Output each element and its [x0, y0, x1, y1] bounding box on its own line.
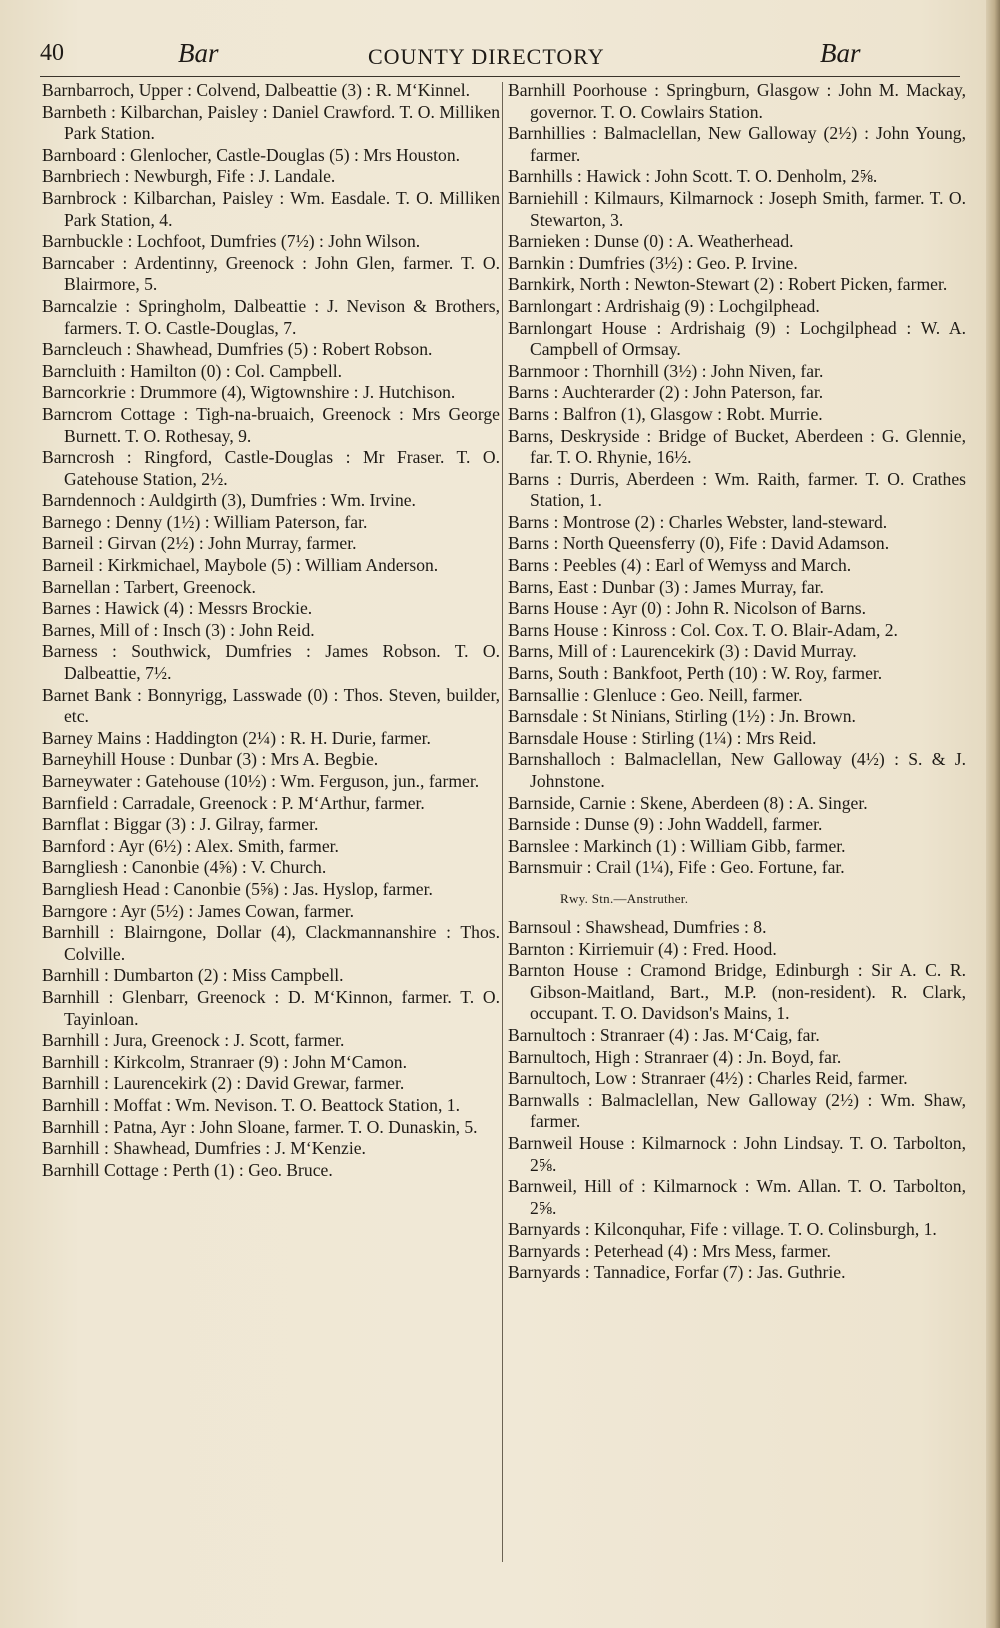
directory-entry: Barnlongart House : Ardrishaig (9) : Lochgilphead : W. A. Campbell of Ormsay.: [508, 317, 966, 360]
left-column: [42, 80, 500, 1181]
directory-entry: Barnellan : Tarbert, Greenock.: [42, 576, 256, 597]
directory-entry: Barns : Durris, Aberdeen : Wm. Raith, farmer. T. O. Crathes Station, 1.: [508, 468, 966, 511]
directory-entry: Barns House : Ayr (0) : John R. Nicolson of Barns.: [508, 598, 867, 619]
directory-entry: Barnsdale : St Ninians, Stirling (1½) : Jn. Brown.: [508, 706, 856, 727]
directory-entry: Barnyards : Tannadice, Forfar (7) : Jas. Guthrie.: [508, 1262, 846, 1283]
book-spine-edge: [986, 0, 1000, 1628]
directory-entry: Barnwalls : Balmaclellan, New Galloway (2½) : Wm. Shaw, farmer.: [508, 1089, 966, 1132]
directory-entry: Barnhill : Dumbarton (2) : Miss Campbell.: [42, 965, 344, 986]
right-column: [508, 80, 966, 1284]
directory-entry: Barneil : Kirkmichael, Maybole (5) : William Anderson.: [42, 555, 439, 576]
directory-entry: Barngliesh Head : Canonbie (5⅝) : Jas. Hyslop, farmer.: [42, 878, 433, 899]
directory-entry: Barnultoch : Stranraer (4) : Jas. M‘Caig, far.: [508, 1024, 820, 1045]
directory-entry: Barnmoor : Thornhill (3½) : John Niven, far.: [508, 360, 824, 381]
directory-entry: Barnweil, Hill of : Kilmarnock : Wm. Allan. T. O. Tarbolton, 2⅝.: [508, 1176, 966, 1218]
directory-entry: Barnbriech : Newburgh, Fife : J. Landale.: [42, 166, 336, 187]
directory-entry: Barneywater : Gatehouse (10½) : Wm. Ferguson, jun., farmer.: [42, 771, 480, 791]
directory-entry: Barnyards : Kilconquhar, Fife : village. T. O. Colinsburgh, 1.: [508, 1219, 937, 1240]
directory-entry: Barnhill : Laurencekirk (2) : David Grewar, farmer.: [42, 1073, 405, 1094]
directory-entry: Barnbrock : Kilbarchan, Paisley : Wm. Easdale. T. O. Milliken Park Station, 4.: [42, 187, 500, 230]
directory-entry: Barns, East : Dunbar (3) : James Murray, far.: [508, 576, 824, 597]
railway-station-note: Rwy. Stn.—Anstruther.: [560, 890, 689, 906]
directory-entry: Barness : Southwick, Dumfries : James Robson. T. O. Dalbeattie, 7½.: [42, 641, 500, 684]
directory-entry: Barncorkrie : Drummore (4), Wigtownshire : J. Hutchison.: [42, 382, 456, 403]
directory-entry: Barnsoul : Shawshead, Dumfries : 8.: [508, 916, 767, 937]
directory-entry: Barnhill Cottage : Perth (1) : Geo. Bruce.: [42, 1159, 333, 1180]
directory-entry: Barnhill Poorhouse : Springburn, Glasgow : John M. Mackay, governor. T. O. Cowlairs Station.: [508, 80, 966, 122]
directory-entry: Barnkin : Dumfries (3½) : Geo. P. Irvine.: [508, 252, 798, 273]
directory-entry: Barnlongart : Ardrishaig (9) : Lochgilphead.: [508, 295, 820, 316]
directory-entry: Barnhill : Blairngone, Dollar (4), Clackmannanshire : Thos. Colville.: [42, 922, 500, 964]
directory-entry: Barnford : Ayr (6½) : Alex. Smith, farmer.: [42, 835, 339, 856]
directory-entry: Barnhill : Patna, Ayr : John Sloane, farmer. T. O. Dunaskin, 5.: [42, 1116, 478, 1137]
running-head-right: Bar: [820, 38, 861, 68]
directory-entry: Barnside, Carnie : Skene, Aberdeen (8) : A. Singer.: [508, 792, 868, 813]
directory-entry: Barns : Montrose (2) : Charles Webster, land-steward.: [508, 511, 888, 532]
right-column-entries-top: [508, 80, 966, 879]
directory-entry: Barnhills : Hawick : John Scott. T. O. Denholm, 2⅝.: [508, 166, 878, 187]
directory-entry: Barncrom Cottage : Tigh-na-bruaich, Greenock : Mrs George Burnett. T. O. Rothesay, 9.: [42, 403, 500, 446]
directory-entry: Barngore : Ayr (5½) : James Cowan, farmer.: [42, 900, 355, 921]
directory-entry: Barncaber : Ardentinny, Greenock : John Glen, farmer. T. O. Blairmore, 5.: [42, 252, 500, 295]
directory-entry: Barnsallie : Glenluce : Geo. Neill, farmer.: [508, 684, 803, 705]
directory-entry: Barnshalloch : Balmaclellan, New Galloway (4½) : S. & J. Johnstone.: [508, 749, 966, 791]
directory-entry: Barnbeth : Kilbarchan, Paisley : Daniel Crawford. T. O. Milliken Park Station.: [42, 101, 500, 144]
page-header: [40, 38, 960, 72]
directory-entry: Barnflat : Biggar (3) : J. Gilray, farmer.: [42, 814, 319, 835]
directory-entry: Barnhill : Jura, Greenock : J. Scott, farmer.: [42, 1030, 345, 1051]
directory-entry: Barnton : Kirriemuir (4) : Fred. Hood.: [508, 938, 777, 959]
directory-entry: Barnultoch, Low : Stranraer (4½) : Charles Reid, farmer.: [508, 1068, 908, 1089]
directory-entry: Barniehill : Kilmaurs, Kilmarnock : Joseph Smith, farmer. T. O. Stewarton, 3.: [508, 187, 966, 230]
directory-entry: Barnsdale House : Stirling (1¼) : Mrs Reid.: [508, 727, 817, 748]
directory-entry: Barnboard : Glenlocher, Castle-Douglas (5) : Mrs Houston.: [42, 144, 461, 165]
directory-entry: Barney Mains : Haddington (2¼) : R. H. Durie, farmer.: [42, 727, 431, 748]
directory-entry: Barnhill : Kirkcolm, Stranraer (9) : John M‘Camon.: [42, 1051, 408, 1072]
directory-entry: Barneyhill House : Dunbar (3) : Mrs A. Begbie.: [42, 749, 379, 770]
directory-entry: Barnego : Denny (1½) : William Paterson, far.: [42, 511, 368, 532]
directory-entry: Barnslee : Markinch (1) : William Gibb, farmer.: [508, 835, 846, 856]
directory-entry: Barneil : Girvan (2½) : John Murray, farmer.: [42, 533, 357, 554]
directory-entry: Barndennoch : Auldgirth (3), Dumfries : Wm. Irvine.: [42, 490, 416, 511]
directory-entry: Barnside : Dunse (9) : John Waddell, farmer.: [508, 814, 823, 835]
page-title: COUNTY DIRECTORY: [368, 44, 605, 69]
directory-entry: Barnbarroch, Upper : Colvend, Dalbeattie (3) : R. M‘Kinnel.: [42, 80, 470, 100]
directory-entry: Barns : North Queensferry (0), Fife : David Adamson.: [508, 533, 890, 554]
directory-entry: Barns : Peebles (4) : Earl of Wemyss and March.: [508, 555, 852, 576]
directory-entry: Barnweil House : Kilmarnock : John Lindsay. T. O. Tarbolton, 2⅝.: [508, 1132, 966, 1175]
directory-entry: Barnsmuir : Crail (1¼), Fife : Geo. Fortune, far.: [508, 857, 845, 878]
directory-entry: Barnes, Mill of : Insch (3) : John Reid.: [42, 619, 315, 640]
directory-entry: Barncrosh : Ringford, Castle-Douglas : Mr Fraser. T. O. Gatehouse Station, 2½.: [42, 447, 500, 489]
directory-entry: Barns : Auchterarder (2) : John Paterson, far.: [508, 382, 824, 403]
directory-entry: Barnhill : Glenbarr, Greenock : D. M‘Kinnon, farmer. T. O. Tayinloan.: [42, 986, 500, 1029]
directory-entry: Barnhill : Moffat : Wm. Nevison. T. O. Beattock Station, 1.: [42, 1094, 460, 1115]
directory-entry: Barnhill : Shawhead, Dumfries : J. M‘Kenzie.: [42, 1138, 366, 1159]
directory-entry: Barnultoch, High : Stranraer (4) : Jn. Boyd, far.: [508, 1046, 842, 1067]
directory-entry: Barns, Deskryside : Bridge of Bucket, Aberdeen : G. Glennie, far. T. O. Rhynie, 16½.: [508, 425, 966, 468]
directory-entry: Barns : Balfron (1), Glasgow : Robt. Murrie.: [508, 403, 823, 424]
directory-entry: Barnfield : Carradale, Greenock : P. M‘Arthur, farmer.: [42, 792, 425, 813]
directory-entry: Barngliesh : Canonbie (4⅝) : V. Church.: [42, 857, 327, 878]
directory-entry: Barns, South : Bankfoot, Perth (10) : W. Roy, farmer.: [508, 663, 883, 684]
page-number: 40: [40, 40, 64, 66]
directory-entry: Barnyards : Peterhead (4) : Mrs Mess, farmer.: [508, 1240, 831, 1261]
directory-entry: Barnkirk, North : Newton-Stewart (2) : Robert Picken, farmer.: [508, 274, 948, 295]
directory-entry: Barnhillies : Balmaclellan, New Galloway (2½) : John Young, farmer.: [508, 123, 966, 165]
directory-entry: Barns, Mill of : Laurencekirk (3) : David Murray.: [508, 641, 857, 662]
directory-entry: Barnieken : Dunse (0) : A. Weatherhead.: [508, 231, 794, 252]
column-divider: [502, 82, 503, 1562]
directory-entry: Barnet Bank : Bonnyrigg, Lasswade (0) : Thos. Steven, builder, etc.: [42, 684, 500, 727]
directory-entry: Barncleuch : Shawhead, Dumfries (5) : Robert Robson.: [42, 339, 433, 360]
directory-entry: Barncluith : Hamilton (0) : Col. Campbell.: [42, 360, 343, 381]
directory-entry: Barnes : Hawick (4) : Messrs Brockie.: [42, 598, 313, 619]
directory-entry: Barns House : Kinross : Col. Cox. T. O. Blair-Adam, 2.: [508, 619, 898, 640]
directory-entry: Barnbuckle : Lochfoot, Dumfries (7½) : John Wilson.: [42, 231, 421, 252]
right-column-entries-bottom: [508, 917, 966, 1284]
running-head-left: Bar: [178, 38, 219, 68]
directory-entry: Barncalzie : Springholm, Dalbeattie : J. Nevison & Brothers, farmers. T. O. Castle-Douglas, 7.: [42, 295, 500, 338]
header-rule: [40, 76, 960, 77]
directory-entry: Barnton House : Cramond Bridge, Edinburgh : Sir A. C. R. Gibson-Maitland, Bart., M.P. (non-resident). R. Clark, occupant. T. O. Davidson's Mains, 1.: [508, 960, 966, 1024]
